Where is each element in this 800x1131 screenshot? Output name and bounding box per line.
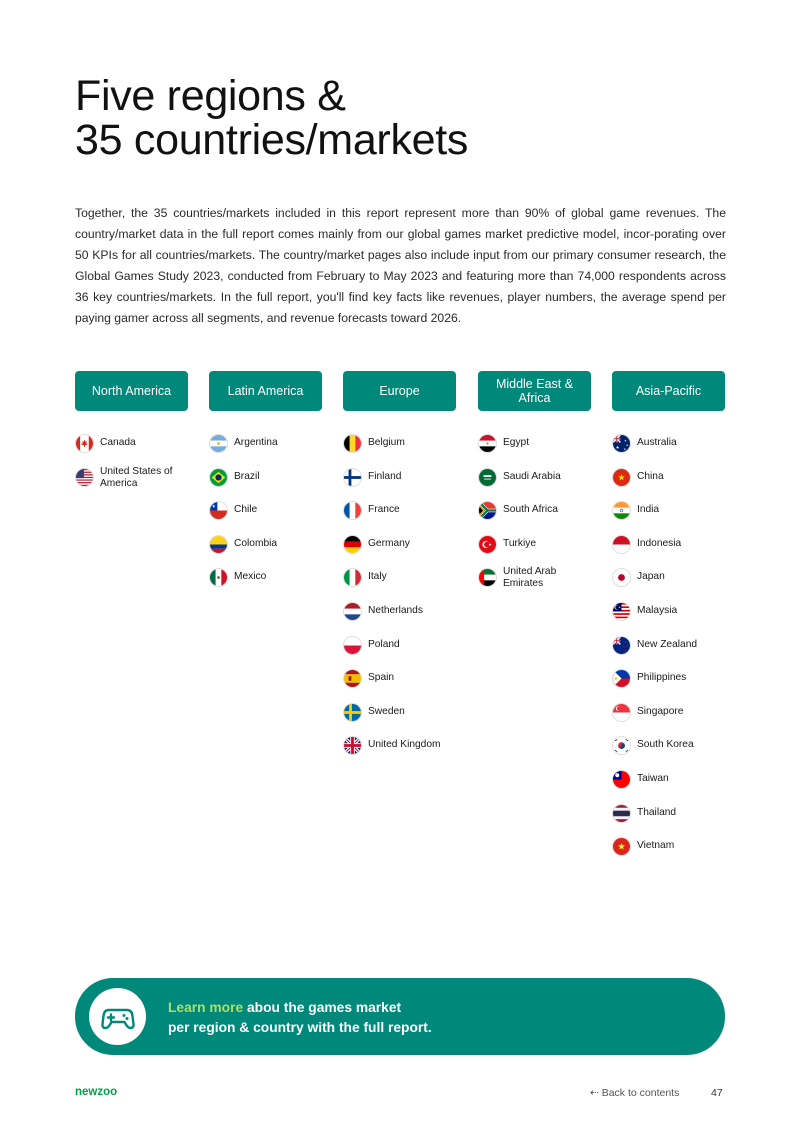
- za-flag-icon: [478, 501, 497, 520]
- gb-flag-icon: [343, 736, 362, 755]
- se-flag-icon: [343, 703, 362, 722]
- nl-flag-icon: [343, 602, 362, 621]
- country-item: [209, 501, 322, 535]
- country-name: Canada: [100, 437, 136, 448]
- jp-flag-icon: [612, 568, 631, 587]
- country-name: Vietnam: [637, 840, 675, 852]
- country-name: Sweden: [368, 705, 405, 717]
- newzoo-logo: newzoo: [75, 1086, 118, 1098]
- country-name: Malaysia: [637, 604, 678, 616]
- country-name: Italy: [368, 571, 387, 583]
- country-item: [612, 736, 725, 770]
- country-name: Finland: [368, 470, 402, 482]
- country-item: [612, 837, 725, 871]
- country-item: [343, 501, 456, 535]
- country-item: [612, 602, 725, 636]
- country-item: [209, 434, 322, 468]
- country-name: South Korea: [637, 739, 694, 751]
- region-header: North America: [75, 371, 188, 411]
- country-list: [343, 434, 456, 770]
- my-flag-icon: [612, 602, 631, 621]
- country-name: Singapore: [637, 705, 684, 717]
- page-title-line-1: Five regions &: [75, 72, 346, 120]
- region-column: [612, 371, 725, 871]
- cn-flag-icon: [612, 468, 631, 487]
- ae-flag-icon: [478, 568, 497, 587]
- country-name: Taiwan: [637, 772, 669, 784]
- country-item: [343, 434, 456, 468]
- au-flag-icon: [612, 434, 631, 453]
- country-name: Australia: [637, 437, 677, 448]
- country-name: Mexico: [234, 571, 267, 583]
- country-item: [612, 468, 725, 502]
- region-column: [478, 371, 591, 602]
- ph-flag-icon: [612, 669, 631, 688]
- country-item: [612, 535, 725, 569]
- region-column: [209, 371, 322, 602]
- country-name: Philippines: [637, 672, 687, 684]
- country-name: Colombia: [234, 537, 278, 549]
- country-name: United Arab Emirates: [503, 566, 557, 590]
- country-name: Turkiye: [503, 537, 537, 549]
- country-item: [343, 669, 456, 703]
- country-item: [75, 465, 188, 502]
- learn-more-link[interactable]: Learn more: [168, 1000, 244, 1015]
- fr-flag-icon: [343, 501, 362, 520]
- pl-flag-icon: [343, 636, 362, 655]
- page-title: [75, 74, 735, 162]
- country-item: [478, 568, 591, 602]
- country-list: [478, 434, 591, 602]
- country-name: Belgium: [368, 437, 405, 448]
- tr-flag-icon: [478, 535, 497, 554]
- country-item: [612, 636, 725, 670]
- country-item: [75, 434, 188, 468]
- country-item: [612, 770, 725, 804]
- country-name: Indonesia: [637, 537, 682, 549]
- id-flag-icon: [612, 535, 631, 554]
- it-flag-icon: [343, 568, 362, 587]
- country-list: [209, 434, 322, 602]
- br-flag-icon: [209, 468, 228, 487]
- tw-flag-icon: [612, 770, 631, 789]
- country-name: France: [368, 504, 400, 516]
- banner-text-line-2: per region & country with the full report.: [168, 1020, 432, 1035]
- banner-text-line-1: abou the games market: [243, 1000, 402, 1015]
- country-list: [75, 434, 188, 501]
- region-header: Middle East & Africa: [478, 371, 591, 411]
- sg-flag-icon: [612, 703, 631, 722]
- country-name: Saudi Arabia: [503, 470, 561, 482]
- cl-flag-icon: [209, 501, 228, 520]
- country-name: India: [637, 504, 660, 516]
- country-list: [612, 434, 725, 871]
- fi-flag-icon: [343, 468, 362, 487]
- country-name: China: [637, 470, 664, 482]
- country-name: Japan: [637, 571, 665, 583]
- country-item: [612, 703, 725, 737]
- country-item: [209, 535, 322, 569]
- country-name: Brazil: [234, 470, 260, 482]
- country-item: [343, 736, 456, 770]
- back-to-contents-link[interactable]: ⇠ Back to contents: [590, 1087, 680, 1099]
- ca-flag-icon: [75, 434, 94, 453]
- vn-flag-icon: [612, 837, 631, 856]
- country-name: Netherlands: [368, 604, 423, 616]
- intro-paragraph: Together, the 35 countries/markets included in this report represent more than 90% of global game revenues. The country/market data in the full report comes mainly from our global games market predictive model, incor-porating over 50 KPIs for all countries/markets. The country/market pages also include input from our primary consumer research, the Global Games Study 2023, conducted from February to May 2023 and featuring more than 74,000 respondents across 36 key countries/markets. In the full report, you'll find key facts like revenues, player numbers, the average spend per paying gamer across all segments, and revenue forecasts toward 2026.: [75, 206, 726, 325]
- gamepad-icon: [89, 988, 146, 1045]
- country-item: [209, 568, 322, 602]
- country-item: [209, 468, 322, 502]
- region-header: Europe: [343, 371, 456, 411]
- region-header: Asia-Pacific: [612, 371, 725, 411]
- country-name: Egypt: [503, 437, 530, 448]
- country-name: Thailand: [637, 806, 677, 818]
- regions-grid: [75, 371, 725, 871]
- country-name: Chile: [234, 504, 258, 516]
- kr-flag-icon: [612, 736, 631, 755]
- country-item: [343, 535, 456, 569]
- country-item: [478, 535, 591, 569]
- sa-flag-icon: [478, 468, 497, 487]
- page-title-line-2: 35 countries/markets: [75, 116, 469, 164]
- learn-more-banner[interactable]: [75, 978, 725, 1055]
- region-column: [343, 371, 456, 770]
- country-name: Spain: [368, 672, 395, 684]
- us-flag-icon: [75, 468, 94, 487]
- country-item: [612, 568, 725, 602]
- co-flag-icon: [209, 535, 228, 554]
- country-item: [612, 669, 725, 703]
- country-item: [343, 602, 456, 636]
- country-name: United Kingdom: [368, 739, 441, 751]
- mx-flag-icon: [209, 568, 228, 587]
- ar-flag-icon: [209, 434, 228, 453]
- country-name: Argentina: [234, 437, 278, 448]
- country-item: [612, 804, 725, 838]
- country-item: [343, 703, 456, 737]
- page-number: 47: [711, 1087, 723, 1099]
- be-flag-icon: [343, 434, 362, 453]
- country-name: United States of America: [100, 465, 173, 489]
- de-flag-icon: [343, 535, 362, 554]
- in-flag-icon: [612, 501, 631, 520]
- country-item: [343, 468, 456, 502]
- country-item: [478, 468, 591, 502]
- country-name: South Africa: [503, 504, 558, 516]
- nz-flag-icon: [612, 636, 631, 655]
- country-item: [612, 501, 725, 535]
- banner-text: [168, 998, 432, 1038]
- country-name: Poland: [368, 638, 400, 650]
- country-item: [478, 501, 591, 535]
- region-column: [75, 371, 188, 501]
- country-item: [612, 434, 725, 468]
- country-item: [343, 568, 456, 602]
- country-item: [343, 636, 456, 670]
- region-header: Latin America: [209, 371, 322, 411]
- th-flag-icon: [612, 804, 631, 823]
- country-item: [478, 434, 591, 468]
- country-name: Germany: [368, 537, 410, 549]
- es-flag-icon: [343, 669, 362, 688]
- country-name: New Zealand: [637, 638, 698, 650]
- eg-flag-icon: [478, 434, 497, 453]
